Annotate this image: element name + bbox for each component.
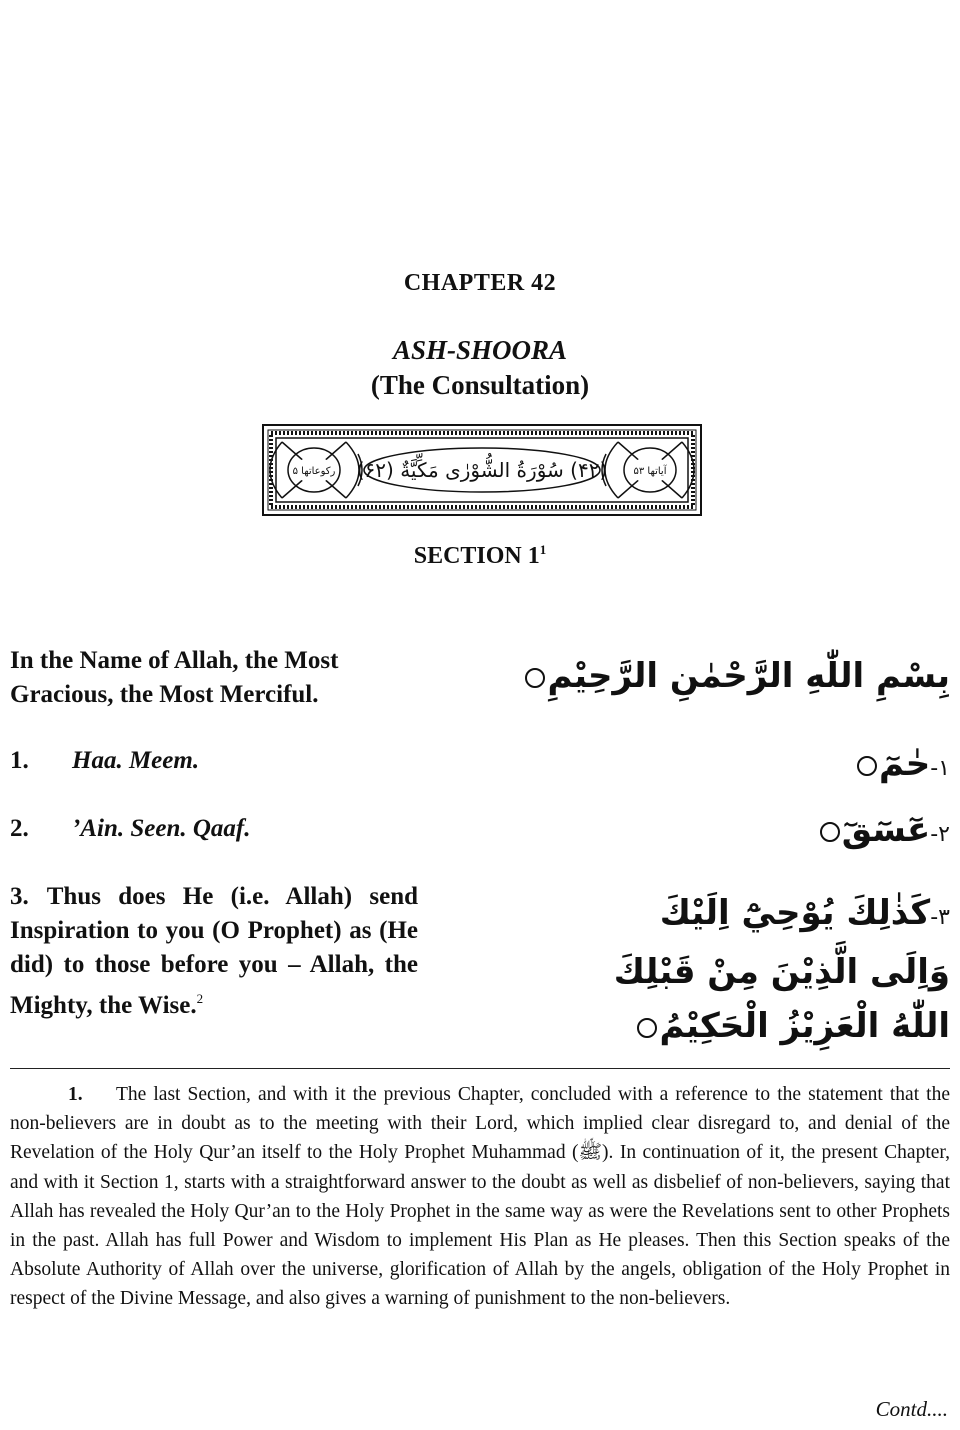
- verse-text: ’Ain. Seen. Qaaf.: [72, 815, 251, 842]
- verse-end-marker: [525, 668, 545, 688]
- banner-title: (۴۲) سُوْرَةُ الشُّوْرٰی مَكِّيَّةٌ (۶۲): [356, 458, 608, 482]
- verse-number: 3.: [10, 883, 29, 910]
- verse-end-marker: [857, 756, 877, 776]
- verse-number: 1.: [10, 747, 29, 774]
- arabic-verse-number: ٢-: [930, 822, 950, 847]
- verse-end-marker: [820, 822, 840, 842]
- verse-text: Haa. Meem.: [72, 747, 200, 774]
- footnote: [10, 1080, 950, 1314]
- continued-label: Contd....: [875, 1397, 948, 1421]
- footnote-number: 1.: [68, 1084, 83, 1105]
- arabic-verse-number: ١-: [930, 756, 950, 781]
- verse-2-english: [10, 812, 418, 846]
- surah-title: ASH-SHOORA: [392, 335, 568, 365]
- verse-2-arabic: ٢-عٓسٓقٓ: [818, 806, 950, 859]
- verse-text: Thus does He (i.e. Allah) send Inspiration to you (O Prophet) as (He did) to those before you – Allah, the Mighty, the Wise.: [10, 883, 418, 1019]
- arabic-verse-number: ٣-: [930, 905, 950, 930]
- banner-ayat-count: آياتها ۵۳: [633, 466, 667, 477]
- verse-number: 2.: [10, 815, 29, 842]
- verse-3-arabic: ٣-كَذٰلِكَ يُوْحِيْٓ اِلَيْكَ وَاِلَى الَّذِيْنَ مِنْ قَبْلِكَ اللّٰهُ الْعَزِيْزُ الْحَكِيْمُ: [613, 893, 950, 1046]
- surah-subtitle: (The Consultation): [370, 370, 590, 400]
- verse-1-english: [10, 744, 418, 778]
- footnote-divider: [10, 1068, 950, 1069]
- verse-end-marker: [637, 1018, 657, 1038]
- verse-1-arabic: ١-حٰمٓ: [855, 740, 950, 793]
- verse-3-english: [10, 880, 418, 1023]
- bismillah-english: In the Name of Allah, the Most Gracious, the Most Merciful.: [10, 647, 339, 708]
- section-heading: [0, 542, 960, 570]
- footnote-ref: 1: [539, 542, 547, 557]
- chapter-heading: CHAPTER 42: [403, 270, 557, 296]
- surah-banner: [262, 424, 702, 516]
- footnote-ref: 2: [196, 991, 204, 1006]
- bismillah-arabic: بِسْمِ اللّٰهِ الرَّحْمٰنِ الرَّحِيْمِ: [523, 652, 950, 700]
- section-label: SECTION 1: [413, 543, 540, 569]
- banner-ruku-count: رکوعاتها ۵: [292, 466, 336, 477]
- footnote-text: The last Section, and with it the previous Chapter, concluded with a reference to the statement that the non-believers are in doubt as to the meeting with their Lord, which implied clear disregard to, and denial of the Revelation of the Holy Qur’an itself to the Holy Prophet Muhammad (ﷺ). In continuation of it, the present Chapter, and with it Section 1, starts with a straightforward answer to the doubt as well as disbelief of non-believers, saying that Allah has revealed the Holy Qur’an to the Holy Prophet in the same way as were the Revelations sent to other Prophets in the past. Allah has full Power and Wisdom to implement His Plan as He pleases. Then this Section speaks of the Absolute Authority of Allah over the universe, glorification of Allah by the angels, obligation of the Holy Prophet in respect of the Divine Message, and also gives a warning of punishment to the non-believers.: [10, 1084, 950, 1310]
